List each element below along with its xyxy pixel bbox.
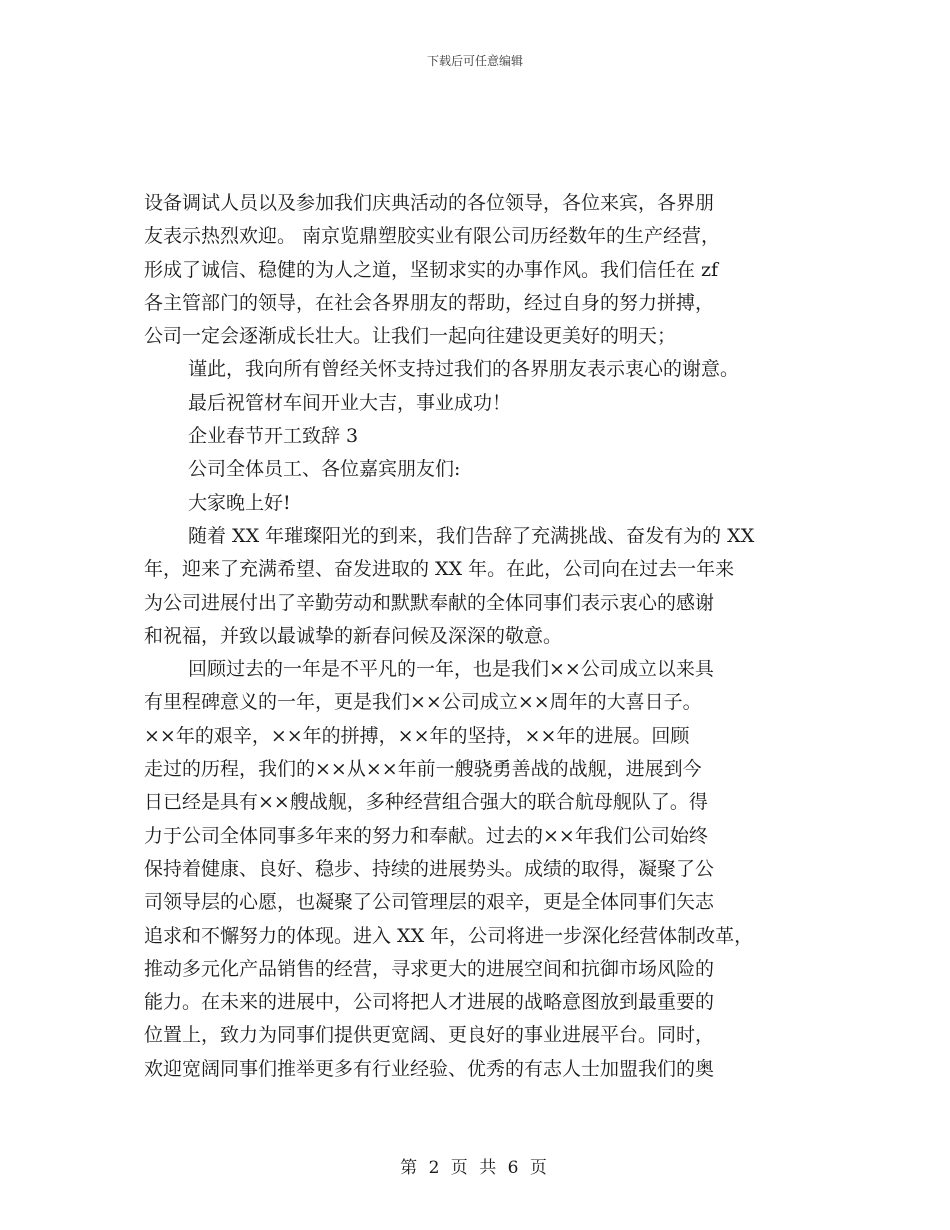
text-line: 力于公司全体同事多年来的努力和奉献。过去的××年我们公司始终 [144,824,708,847]
text-line: 回顾过去的一年是不平凡的一年，也是我们××公司成立以来具 [188,658,714,681]
text-line: 有里程碑意义的一年，更是我们××公司成立××周年的大喜日子。 [144,691,702,714]
text-line: 各主管部门的领导，在社会各界朋友的帮助，经过自身的努力拼搏， [144,291,715,314]
text-line: 和祝福，并致以最诚挚的新春问候及深深的敬意。 [144,624,563,647]
greeting: 大家晚上好! [188,491,291,514]
text-line: 能力。在未来的进展中，公司将把人才进展的战略意图放到最重要的 [144,991,715,1014]
page-footer: 第 2 页 共 6 页 [400,1158,550,1178]
text-line: 日已经是具有××艘战舰，多种经营组合强大的联合航母舰队了。得 [144,791,708,814]
salutation: 公司全体员工、各位嘉宾朋友们: [188,458,461,481]
text-line: 走过的历程，我们的××从××年前一艘骁勇善战的战舰，进展到今 [144,758,702,781]
text-line: 为公司进展付出了辛勤劳动和默默奉献的全体同事们表示衷心的感谢 [144,591,715,614]
text-line: 推动多元化产品销售的经营，寻求更大的进展空间和抗御市场风险的 [144,957,715,980]
text-line: 保持着健康、良好、稳步、持续的进展势头。成绩的取得，凝聚了公 [144,857,715,880]
section-heading: 企业春节开工致辞 3 [188,425,359,448]
page-header: 下载后可任意编辑 [426,54,523,68]
text-line: ××年的艰辛，××年的拼搏，××年的坚持，××年的进展。回顾 [144,724,690,747]
text-line: 友表示热烈欢迎。 南京览鼎塑胶实业有限公司历经数年的生产经营， [144,225,721,248]
text-line: 形成了诚信、稳健的为人之道，坚韧求实的办事作风。我们信任在 zf [144,258,719,281]
text-line: 位置上，致力为同事们提供更宽阔、更良好的事业进展平台。同时， [144,1024,715,1047]
text-line: 谨此，我向所有曾经关怀支持过我们的各界朋友表示衷心的谢意。 [188,358,740,381]
document-body [144,187,812,1086]
text-line: 最后祝管材车间开业大吉，事业成功！ [188,391,512,414]
text-line: 设备调试人员以及参加我们庆典活动的各位领导，各位来宾，各界朋 [144,192,715,214]
text-line: 随着 XX 年璀璨阳光的到来，我们告辞了充满挑战、奋发有为的 XX [188,524,755,547]
text-line: 欢迎宽阔同事们推举更多有行业经验、优秀的有志人士加盟我们的奥 [144,1057,715,1080]
text-line: 年，迎来了充满希望、奋发进取的 XX 年。在此，公司向在过去一年来 [144,558,735,581]
text-line: 追求和不懈努力的体现。进入 XX 年，公司将进一步深化经营体制改革， [144,924,754,947]
text-line: 公司一定会逐渐成长壮大。让我们一起向往建设更美好的明天； [144,325,677,348]
text-line: 司领导层的心愿，也凝聚了公司管理层的艰辛，更是全体同事们矢志 [144,891,715,914]
